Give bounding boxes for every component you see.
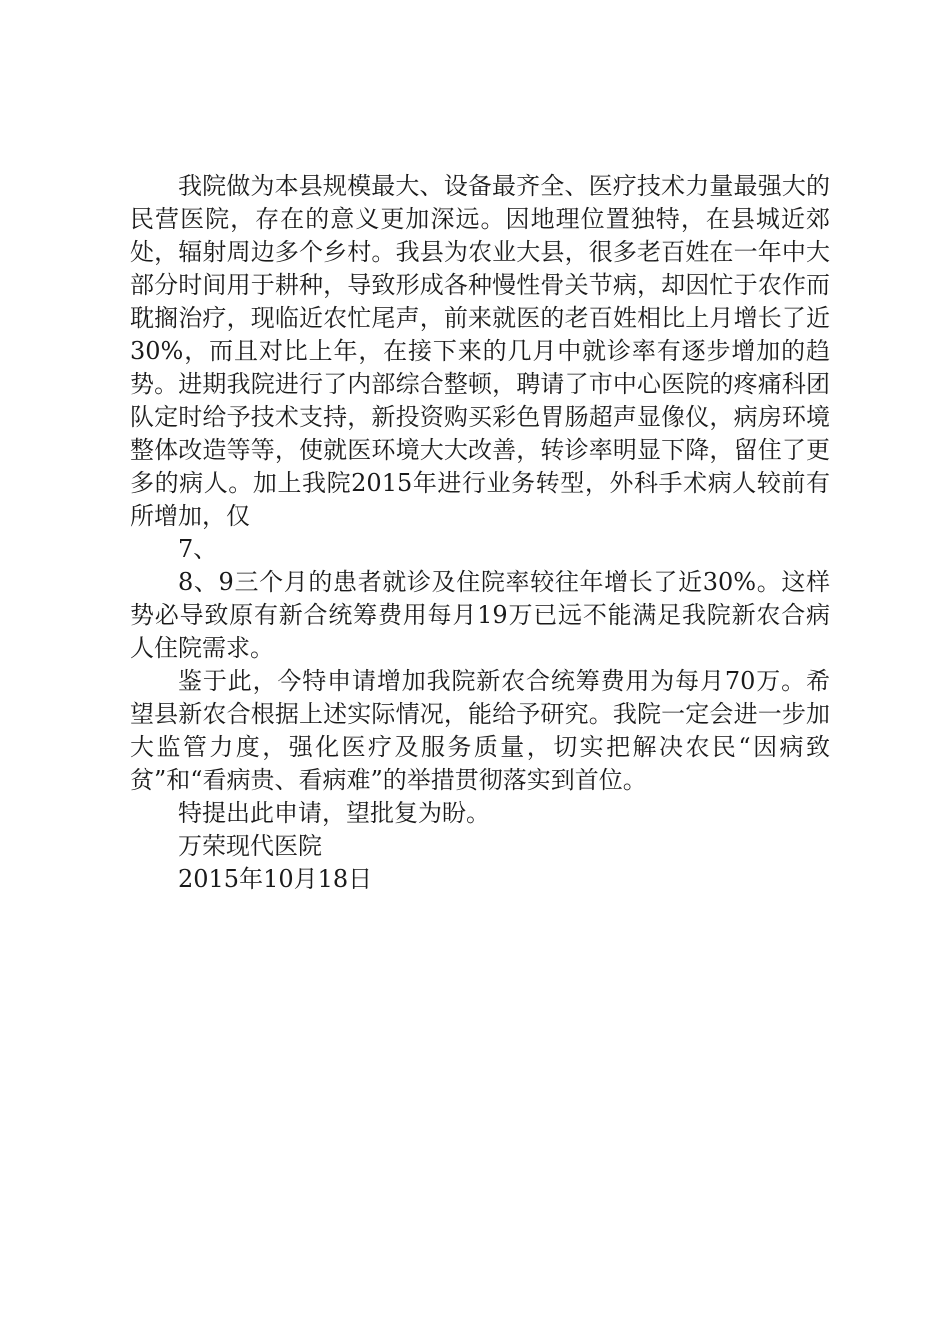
signature-date: 2015年10月18日 — [178, 865, 373, 893]
paragraph-month-seven: 7、 — [178, 535, 218, 563]
paragraph-background: 我院做为本县规模最大、设备最齐全、医疗技术力量最强大的民营医院，存在的意义更加深远。因地理位置独特，在县城近郊处，辐射周边多个乡村。我县为农业大县，很多老百姓在一年中大部分时间用于耕种，导致形成各种慢性骨关节病，却因忙于农作而耽搁治疗，现临近农忙尾声，前来就医的老百姓相比上月增长了近30%，而且对比上年，在接下来的几月中就诊率有逐步增加的趋势。进期我院进行了内部综合整顿，聘请了市中心医院的疼痛科团队定时给予技术支持，新投资购买彩色胃肠超声显像仪，病房环境整体改造等等，使就医环境大大改善，转诊率明显下降，留住了更多的病人。加上我院2015年进行业务转型，外科手术病人较前有所增加，仅 — [130, 172, 830, 530]
paragraph-request: 鉴于此，今特申请增加我院新农合统筹费用为每月70万。希望县新农合根据上述实际情况，能给予研究。我院一定会进一步加大监管力度，强化医疗及服务质量，切实把解决农民“因病致贫”和“看病贵、看病难”的举措贯彻落实到首位。 — [130, 667, 830, 794]
paragraph-increase: 8、9三个月的患者就诊及住院率较往年增长了近30%。这样势必导致原有新合统筹费用每月19万已远不能满足我院新农合病人住院需求。 — [130, 568, 830, 662]
document-body — [130, 170, 830, 896]
paragraph-closing: 特提出此申请，望批复为盼。 — [178, 799, 490, 827]
signature-organization: 万荣现代医院 — [178, 832, 322, 860]
